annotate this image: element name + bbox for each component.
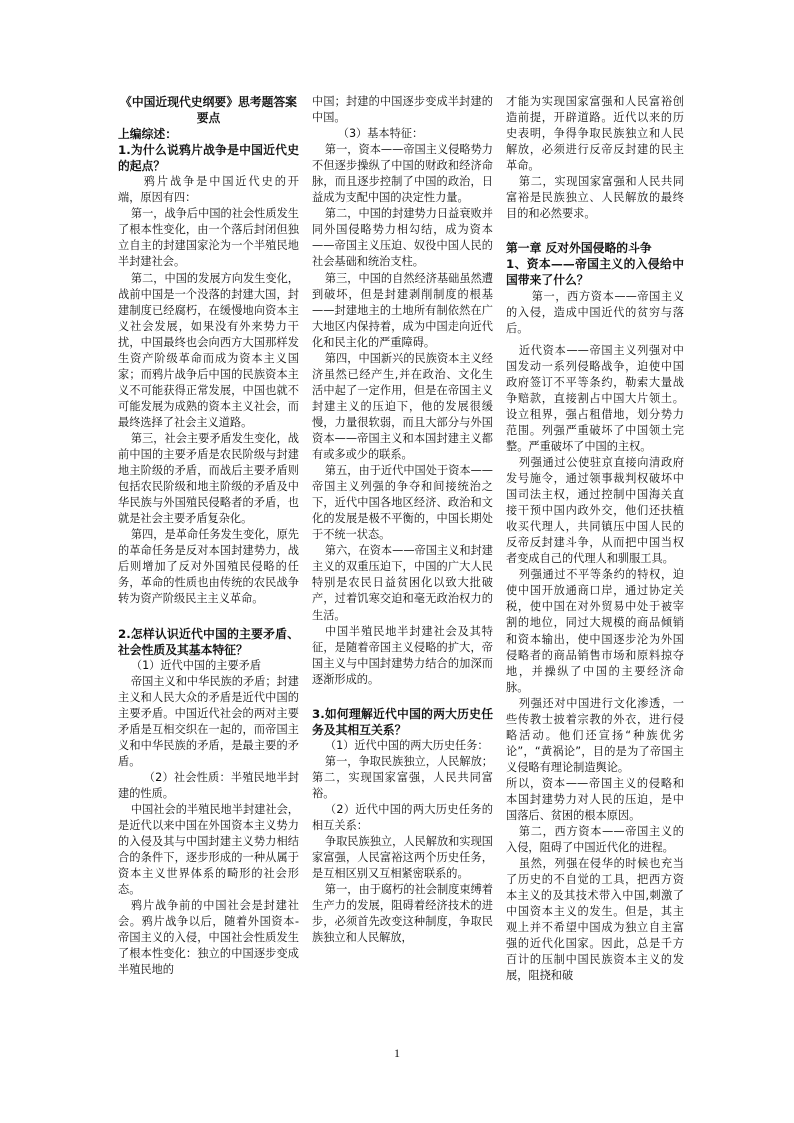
paragraph: 帝国主义和中华民族的矛盾；封建主义和人民大众的矛盾是近代中国的主要矛盾。中国近代社会的两对主要矛盾是互相交织在一起的，而帝国主义和中华民族的矛盾，是最主要的矛盾。 [118,674,299,768]
paragraph: （2）社会性质：半殖民地半封建的性质。 [118,770,299,800]
paragraph: 第四，中国新兴的民族资本主义经济虽然已经产生,并在政治、文化生活中起了一定作用，但是在帝国主义封建主义的压迫下，他的发展很缓慢，力量很软弱，而且大部分与外国资本——帝国主义和本国封建主义都有或多或少的联系。 [312,351,493,462]
paragraph: 第一，争取民族独立，人民解放；第二，实现国家富强，人民共同富裕。 [312,754,493,800]
paragraph: 第一，战争后中国的社会性质发生了根本性变化，由一个落后封闭但独立自主的封建国家沦为一个半殖民地半封建社会。 [118,207,299,269]
paragraph: 第二，实现国家富强和人民共同富裕是民族独立、人民解放的最终目的和必然要求。 [506,175,684,221]
paragraph: 第四，是革命任务发生变化，原先的革命任务是反对本国封建势力，战后则增加了反对外国殖民侵略的任务，革命的性质也由传统的农民战争转为资产阶级民主主义革命。 [118,528,299,606]
paragraph: 争取民族独立，人民解放和实现国家富强，人民富裕这两个历史任务，是互相区别又互相紧密联系的。 [312,835,493,881]
text-column-1 [118,94,299,979]
paragraph: 第五，由于近代中国处于资本——帝国主义列强的争夺和间接统治之下，近代中国各地区经济、政治和文化的发展是极不平衡的，中国长期处于不统一状态。 [312,464,493,542]
paragraph: （1）近代中国的主要矛盾 [130,658,262,672]
paragraph: 近代资本——帝国主义列强对中国发动一系列侵略战争，迫使中国政府签订不平等条约，勒索大量战争赔款，直接割占中国大片领土。设立租界，强占租借地，划分势力范围。列强严重破坏了中国领土完整。严重破坏了中国的主权。 [506,343,684,453]
paragraph: 虽然，列强在侵华的时候也充当了历史的不自觉的工具，把西方资本主义的及其技术带入中国,刺激了中国资本主义的发生。但是，其主观上并不希望中国成为独立自主富强的近代化国家。因此，总是千方百计的压制中国民族资本主义的发展，阻挠和破 [506,857,684,983]
paragraph: 第一，资本——帝国主义侵略势力不但逐步操纵了中国的财政和经济命脉，而且逐步控制了中国的政治，日益成为支配中国的决定性力量。 [312,143,493,205]
paragraph: 中国；封建的中国逐步变成半封建的中国。 [312,95,493,125]
paragraph: （3）基本特征： [337,127,424,141]
paragraph: 第三，社会主要矛盾发生变化，战前中国的主要矛盾是农民阶级与封建地主阶级的矛盾，而战后主要矛盾则包括农民阶级和地主阶级的矛盾及中华民族与外国殖民侵略者的矛盾，也就是社会主要矛盾复杂化。 [118,431,299,526]
paragraph: 第二，中国的发展方向发生变化，战前中国是一个没落的封建大国，封建制度已经腐朽，在缓慢地向资本主义社会发展，如果没有外来势力干扰，中国最终也会向西方大国那样发生资产阶级革命而成为资本主义国家；而鸦片战争后中国的民族资本主义不可能获得正常发展，中国也就不可能发展为成熟的资本主义社会，而最终选择了社会主义道路。 [118,271,299,429]
text-column-3 [506,94,684,985]
paragraph: 鸦片战争是中国近代史的开端，原因有四： [118,175,299,205]
paragraph: 鸦片战争前的中国社会是封建社会。鸦片战争以后，随着外国资本-帝国主义的入侵，中国社会性质发生了根本性变化：独立的中国逐步变成半殖民地的 [118,899,299,977]
question-heading-2: 2.怎样认识近代中国的主要矛盾、社会性质及其基本特征？ [118,626,299,657]
paragraph: 才能为实现国家富强和人民富裕创造前提，开辟道路。近代以来的历史表明，争得争取民族独立和人民解放，必须进行反帝反封建的民主革命。 [506,95,684,173]
paragraph: 中国社会的半殖民地半封建社会，是近代以来中国在外国资本主义势力的入侵及其与中国封建主义势力相结合的条件下，逐步形成的一种从属于资本主义世界体系的畸形的社会形态。 [118,803,299,897]
paragraph: （2）近代中国的两大历史任务的相互关系： [312,803,493,833]
paragraph: 第一，由于腐朽的社会制度束缚着生产力的发展，阻碍着经济技术的进步，必须首先改变这种制度，争取民族独立和人民解放， [312,883,493,945]
question-heading-1: 1.为什么说鸦片战争是中国近代史的起点？ [118,143,299,174]
document-title: 《中国近现代史纲要》思考题答案要点 [120,95,297,126]
question-heading-3: 3.如何理解近代中国的两大历史任务及其相互关系？ [312,706,493,737]
paragraph: 第一，西方资本——帝国主义的入侵，造成中国近代的贫穷与落后。 [506,289,684,335]
paragraph: 第三，中国的自然经济基础虽然遭到破坏，但是封建剥削制度的根基——封建地主的土地所有制依然在广大地区内保持着，成为中国走向近代化和民主化的严重障碍。 [312,271,493,349]
part-heading: 上编综述： [118,127,177,142]
paragraph: 第六，在资本——帝国主义和封建主义的双重压迫下，中国的广大人民特别是农民日益贫困化以致大批破产，过着饥寒交迫和毫无政治权力的生活。 [312,544,493,622]
text-column-2 [312,94,493,946]
paragraph: 列强通过不平等条约的特权，迫使中国开放通商口岸，通过协定关税，使中国在对外贸易中处于被宰割的地位，同过大规模的商品倾销和资本输出，使中国逐步沦为外国侵略者的商品销售市场和原料掠夺地，并操纵了中国的主要经济命脉。 [506,568,684,694]
question-heading: 1、资本——帝国主义的入侵给中国带来了什么？ [506,257,684,288]
chapter-heading: 第一章 反对外国侵略的斗争 [506,241,652,256]
paragraph: 第二，西方资本——帝国主义的入侵，阻碍了中国近代化的进程。 [506,825,684,855]
paragraph: 所以，资本——帝国主义的侵略和本国封建势力对人民的压迫，是中国落后、贫困的根本原因。 [506,776,684,823]
paragraph: 第二，中国的封建势力日益衰败并同外国侵略势力相勾结，成为资本——帝国主义压迫、奴役中国人民的社会基础和统治支柱。 [312,207,493,269]
paragraph: 列强通过公使驻京直接向清政府发号施令，通过领事裁判权破坏中国司法主权，通过控制中国海关直接干预中国内政外交，他们还扶植收买代理人，共同镇压中国人民的反帝反封建斗争，从而把中国当权者变成自己的代理人和驯服工具。 [506,455,684,566]
paragraph: 列强还对中国进行文化渗透，一些传教士披着宗教的外衣，进行侵略活动。他们还宣扬“种族优劣论”，“黄祸论”，目的是为了帝国主义侵略有理论制造舆论。 [506,696,684,774]
paragraph: （1）近代中国的两大历史任务： [324,738,489,752]
paragraph: 中国半殖民地半封建社会及其特征，是随着帝国主义侵略的扩大，帝国主义与中国封建势力结合的加深而逐渐形成的。 [312,624,493,686]
page-number: 1 [394,1046,400,1060]
